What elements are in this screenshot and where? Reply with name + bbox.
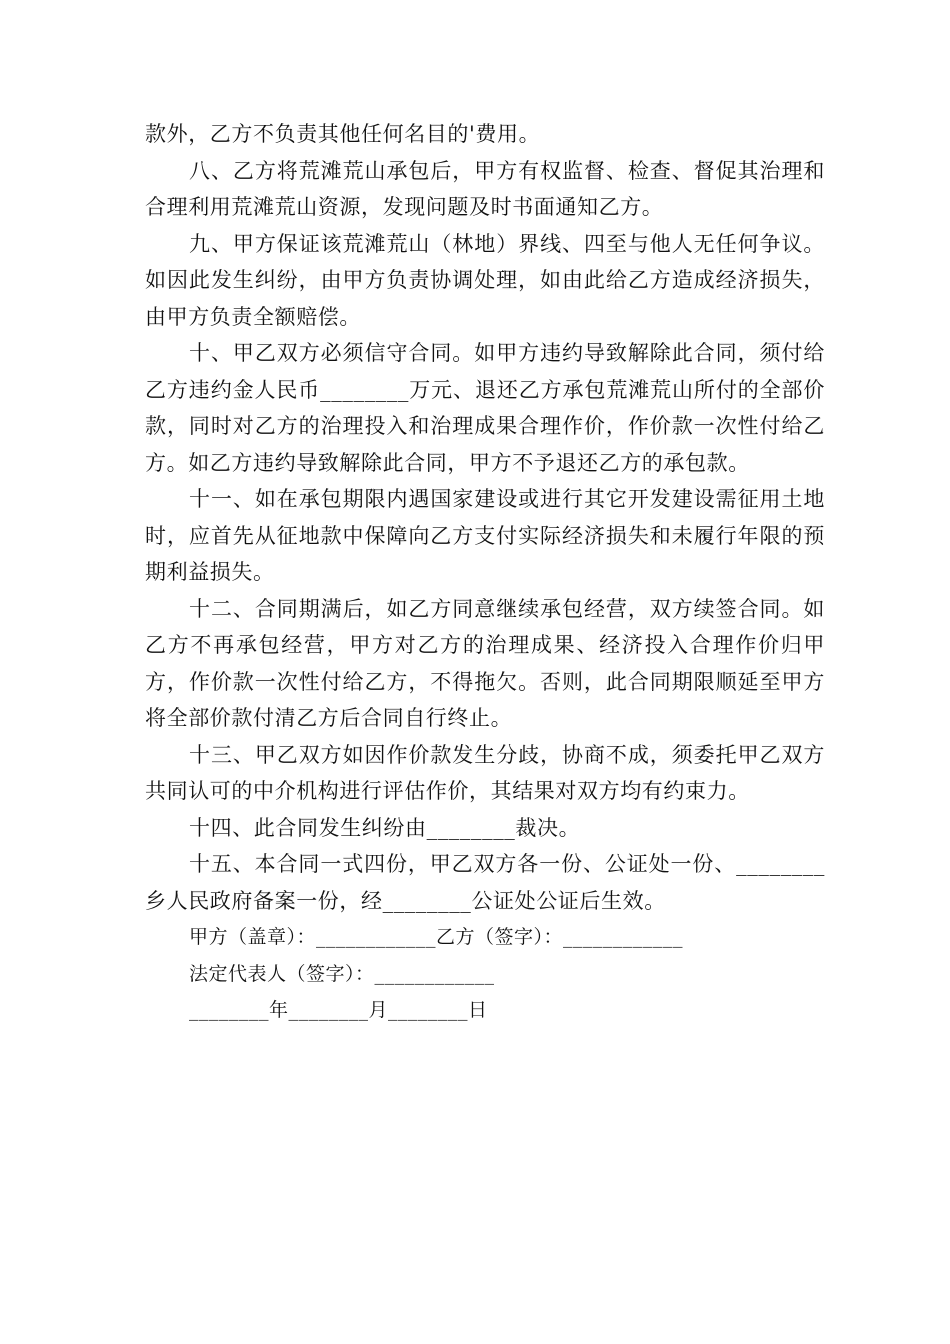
paragraph-continuation: 款外，乙方不负责其他任何名目的'费用。: [145, 122, 541, 146]
contract-body: [145, 116, 825, 1029]
clause-11: 十一、如在承包期限内遇国家建设或进行其它开发建设需征用土地时，应首先从征地款中保障向乙方支付实际经济损失和未履行年限的预期利益损失。: [145, 487, 825, 584]
clause-13: 十三、甲乙双方如因作价款发生分歧，协商不成，须委托甲乙双方共同认可的中介机构进行评估作价，其结果对双方均有约束力。: [145, 742, 825, 803]
clause-10: 十、甲乙双方必须信守合同。如甲方违约导致解除此合同，须付给乙方违约金人民币________万元、退还乙方承包荒滩荒山所付的全部价款，同时对乙方的治理投入和治理成果合理作价，作价款一次性付给乙方。如乙方违约导致解除此合同，甲方不予退还乙方的承包款。: [145, 341, 825, 475]
signature-parties: 甲方（盖章）：____________乙方（签字）：____________: [189, 926, 684, 948]
clause-15: 十五、本合同一式四份，甲乙双方各一份、公证处一份、________乡人民政府备案一份，经________公证处公证后生效。: [145, 852, 825, 913]
clause-8: 八、乙方将荒滩荒山承包后，甲方有权监督、检查、督促其治理和合理利用荒滩荒山资源，发现问题及时书面通知乙方。: [145, 158, 825, 219]
clause-12: 十二、合同期满后，如乙方同意继续承包经营，双方续签合同。如乙方不再承包经营，甲方对乙方的治理成果、经济投入合理作价归甲方，作价款一次性付给乙方，不得拖欠。否则，此合同期限顺延至甲方将全部价款付清乙方后合同自行终止。: [145, 596, 825, 730]
signature-legal-rep: 法定代表人（签字）：____________: [189, 962, 495, 985]
clause-9: 九、甲方保证该荒滩荒山（林地）界线、四至与他人无任何争议。如因此发生纠纷，由甲方负责协调处理，如由此给乙方造成经济损失，由甲方负责全额赔偿。: [145, 231, 825, 329]
clause-14: 十四、此合同发生纠纷由________裁决。: [189, 815, 581, 840]
signature-date: ________年________月________日: [189, 999, 488, 1021]
